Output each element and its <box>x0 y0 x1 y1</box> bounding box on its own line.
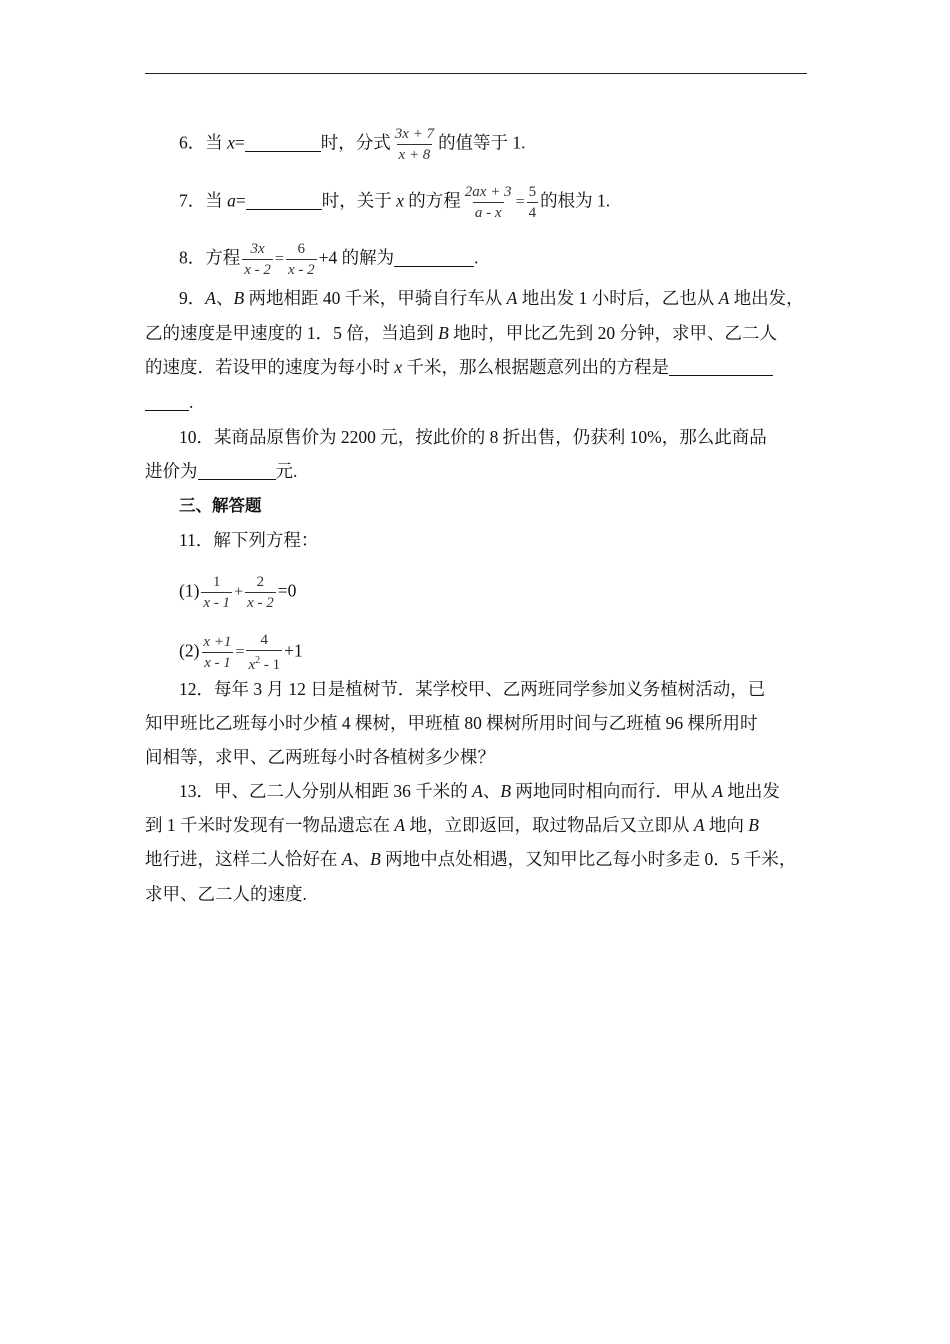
question-10-line-1: 10．某商品原售价为 2200 元，按此价的 8 折出售，仍获利 10%，那么此商品 <box>179 427 767 447</box>
question-13-line-2: 到 1 千米时发现有一物品遗忘在 A 地，立即返回，取过物品后又立即从 A 地向 B <box>145 815 759 835</box>
header-rule <box>145 73 807 74</box>
question-9-line-1: 9．A、B 两地相距 40 千米，甲骑自行车从 A 地出发 1 小时后，乙也从 A 地出发， <box>179 288 804 308</box>
fraction: $\frac{1}{x - 1}$ <box>203 574 231 611</box>
question-12-line-2: 知甲班比乙班每小时少植 4 棵树，甲班植 80 棵树所用时间与乙班植 96 棵所用时 <box>145 713 758 733</box>
question-8: 8．方程 $\frac{3x}{x - 2}$ = $\frac{6}{x - 2}$ +4 的解为 . <box>179 241 479 278</box>
question-12-line-3: 间相等，求甲、乙两班每小时各植树多少棵？ <box>145 747 495 767</box>
question-13-line-4: 求甲、乙二人的速度. <box>145 884 307 904</box>
question-9-line-3: 的速度．若设甲的速度为每小时 x 千米，那么根据题意列出的方程是 <box>145 355 773 379</box>
fraction: $\frac{3x + 7}{x + 8}$ <box>394 126 435 163</box>
question-12-line-1: 12．每年 3 月 12 日是植树节．某学校甲、乙两班同学参加义务植树活动，已 <box>179 679 766 699</box>
question-7: 7．当 a= 时，关于 x 的方程 $\frac{2ax + 3}{a - x}$ = $\frac{5}{4}$ 的根为 1. <box>179 184 611 221</box>
question-9-line-4: . <box>145 390 193 414</box>
question-11-title: 11．解下列方程： <box>179 530 319 550</box>
question-13-line-3: 地行进，这样二人恰好在 A、B 两地中点处相遇，又知甲比乙每小时多走 0．5 千米， <box>145 849 797 869</box>
fraction: $\frac{x +1}{x - 1}$ <box>203 634 232 671</box>
answer-blank[interactable] <box>198 461 276 480</box>
question-6: 6．当 x= 时，分式 $\frac{3x + 7}{x + 8}$ 的值等于 1. <box>179 126 526 163</box>
answer-blank[interactable] <box>394 248 474 267</box>
fraction: $\frac{3x}{x - 2}$ <box>244 241 271 278</box>
answer-blank[interactable] <box>669 357 773 376</box>
answer-blank[interactable] <box>246 191 322 210</box>
section-heading: 三、解答题 <box>179 496 262 515</box>
fraction: $\frac{2}{x - 2}$ <box>247 574 274 611</box>
answer-blank[interactable] <box>145 392 189 411</box>
fraction: $\frac{6}{x - 2}$ <box>287 241 315 278</box>
fraction: $\frac{5}{4}$ <box>528 184 537 221</box>
question-13-line-1: 13．甲、乙二人分别从相距 36 千米的 A、B 两地同时相向而行．甲从 A 地出发 <box>179 781 780 801</box>
answer-blank[interactable] <box>245 133 321 152</box>
question-9-line-2: 乙的速度是甲速度的 1．5 倍，当追到 B 地时，甲比乙先到 20 分钟，求甲、乙二人 <box>145 323 777 343</box>
fraction: $\frac{2ax + 3}{a - x}$ <box>464 184 512 221</box>
question-10-line-2: 进价为 元. <box>145 461 298 481</box>
equation-2: (2) $\frac{x +1}{x - 1}$ = $\frac{4}{x^2 - 1}$ +1 <box>179 632 303 673</box>
equation-1: (1) $\frac{1}{x - 1}$ + $\frac{2}{x - 2}$ =0 <box>179 574 297 611</box>
fraction: $\frac{4}{x^2 - 1}$ <box>248 632 281 673</box>
